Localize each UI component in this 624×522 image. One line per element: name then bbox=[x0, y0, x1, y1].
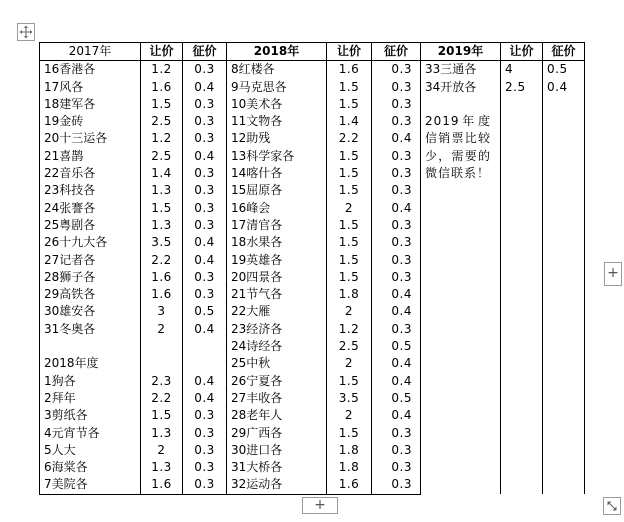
header-price-2018[interactable]: 让价 bbox=[327, 43, 372, 61]
stamp-name-cell[interactable]: 24张謇各 bbox=[40, 200, 141, 217]
collect-price-cell[interactable]: 0.3 bbox=[183, 61, 227, 79]
collect-price-cell[interactable]: 0.3 bbox=[372, 61, 421, 79]
stamp-name-cell[interactable]: 1狗各 bbox=[40, 373, 141, 390]
collect-price-cell[interactable]: 0.5 bbox=[543, 61, 585, 79]
collect-price-cell[interactable]: 0.3 bbox=[183, 476, 227, 494]
stamp-name-cell[interactable]: 16香港各 bbox=[40, 61, 141, 79]
collect-price-cell[interactable]: 0.3 bbox=[372, 96, 421, 113]
stamp-name-cell[interactable]: 33三通各 bbox=[421, 61, 501, 79]
collect-price-cell[interactable]: 0.4 bbox=[372, 286, 421, 303]
collect-price-cell[interactable]: 0.4 bbox=[183, 373, 227, 390]
stamp-name-cell[interactable]: 15屈原各 bbox=[227, 182, 327, 199]
move-cross-icon bbox=[18, 24, 34, 40]
add-column-button[interactable] bbox=[604, 262, 622, 286]
stamp-name-cell[interactable]: 14喀什各 bbox=[227, 165, 327, 182]
price-cell[interactable]: 1.5 bbox=[327, 165, 372, 182]
price-cell[interactable]: 1.2 bbox=[141, 130, 183, 147]
stamp-name-cell[interactable]: 34开放各 bbox=[421, 79, 501, 96]
collect-price-cell[interactable]: 0.3 bbox=[183, 165, 227, 182]
price-cell[interactable]: 1.3 bbox=[141, 182, 183, 199]
stamp-name-cell[interactable]: 28狮子各 bbox=[40, 269, 141, 286]
collect-price-cell[interactable]: 0.5 bbox=[372, 390, 421, 407]
collect-price-cell[interactable]: 0.4 bbox=[183, 148, 227, 165]
price-cell[interactable]: 1.8 bbox=[327, 286, 372, 303]
collect-price-cell[interactable]: 0.3 bbox=[372, 321, 421, 338]
price-cell[interactable]: 1.6 bbox=[327, 61, 372, 79]
stamp-name-cell[interactable]: 3剪纸各 bbox=[40, 407, 141, 424]
stamp-name-cell[interactable]: 10美术各 bbox=[227, 96, 327, 113]
stamp-name-cell[interactable]: 20十三运各 bbox=[40, 130, 141, 147]
note-spacer bbox=[425, 96, 500, 113]
price-cell[interactable] bbox=[501, 96, 543, 494]
stamp-name-cell[interactable]: 25中秋 bbox=[227, 355, 327, 372]
table-move-handle[interactable] bbox=[17, 23, 35, 41]
collect-price-cell[interactable]: 0.3 bbox=[372, 234, 421, 251]
collect-price-cell[interactable] bbox=[183, 355, 227, 372]
price-cell[interactable]: 2.3 bbox=[141, 373, 183, 390]
stamp-name-cell[interactable]: 32运动各 bbox=[227, 476, 327, 494]
stamp-name-cell[interactable]: 30雄安各 bbox=[40, 303, 141, 320]
collect-price-cell[interactable]: 0.5 bbox=[372, 338, 421, 355]
collect-price-cell[interactable]: 0.3 bbox=[372, 148, 421, 165]
price-cell[interactable]: 2.5 bbox=[501, 79, 543, 96]
collect-price-cell[interactable]: 0.3 bbox=[372, 217, 421, 234]
stamp-name-cell[interactable]: 7美院各 bbox=[40, 476, 141, 494]
stamp-name-cell[interactable]: 27丰收各 bbox=[227, 390, 327, 407]
stamp-name-cell[interactable]: 19金砖 bbox=[40, 113, 141, 130]
stamp-name-cell[interactable]: 23经济各 bbox=[227, 321, 327, 338]
price-cell[interactable]: 1.4 bbox=[141, 165, 183, 182]
stamp-name-cell[interactable]: 17清官各 bbox=[227, 217, 327, 234]
price-cell[interactable]: 1.5 bbox=[327, 269, 372, 286]
price-cell[interactable]: 1.8 bbox=[327, 459, 372, 476]
collect-price-cell[interactable]: 0.3 bbox=[372, 182, 421, 199]
price-cell[interactable]: 1.5 bbox=[327, 373, 372, 390]
collect-price-cell[interactable]: 0.3 bbox=[372, 252, 421, 269]
collect-price-cell[interactable] bbox=[183, 338, 227, 355]
price-cell[interactable]: 1.2 bbox=[141, 61, 183, 79]
price-cell[interactable]: 1.4 bbox=[327, 113, 372, 130]
price-cell[interactable]: 1.5 bbox=[327, 217, 372, 234]
collect-price-cell[interactable]: 0.3 bbox=[372, 165, 421, 182]
table-row bbox=[40, 61, 585, 79]
stamp-name-cell[interactable]: 28老年人 bbox=[227, 407, 327, 424]
stamp-name-cell[interactable]: 2拜年 bbox=[40, 390, 141, 407]
stamp-name-cell[interactable]: 22大雁 bbox=[227, 303, 327, 320]
stamp-name-cell[interactable]: 29高铁各 bbox=[40, 286, 141, 303]
collect-price-cell[interactable]: 0.4 bbox=[372, 373, 421, 390]
stamp-name-cell[interactable] bbox=[40, 338, 141, 355]
stamp-name-cell[interactable]: 31冬奥各 bbox=[40, 321, 141, 338]
table-row bbox=[40, 96, 585, 113]
price-cell[interactable]: 1.6 bbox=[141, 286, 183, 303]
stamp-name-cell[interactable]: 13科学家各 bbox=[227, 148, 327, 165]
collect-price-cell[interactable]: 0.5 bbox=[183, 303, 227, 320]
stamp-name-cell[interactable]: 22音乐各 bbox=[40, 165, 141, 182]
stamp-name-cell[interactable]: 2018年度 bbox=[40, 355, 141, 372]
stamp-name-cell[interactable]: 11文物各 bbox=[227, 113, 327, 130]
stamp-name-cell[interactable]: 21喜鹊 bbox=[40, 148, 141, 165]
collect-price-cell[interactable]: 0.4 bbox=[183, 321, 227, 338]
stamp-name-cell[interactable]: 23科技各 bbox=[40, 182, 141, 199]
add-row-button[interactable] bbox=[302, 497, 338, 514]
collect-price-cell[interactable]: 0.3 bbox=[372, 425, 421, 442]
price-cell[interactable]: 1.5 bbox=[327, 79, 372, 96]
note-cell[interactable] bbox=[421, 96, 501, 494]
stamp-name-cell[interactable]: 27记者各 bbox=[40, 252, 141, 269]
price-cell[interactable]: 1.5 bbox=[327, 182, 372, 199]
stamp-name-cell[interactable]: 30进口各 bbox=[227, 442, 327, 459]
collect-price-cell[interactable]: 0.4 bbox=[183, 252, 227, 269]
stamp-name-cell[interactable]: 4元宵节各 bbox=[40, 425, 141, 442]
price-cell[interactable]: 1.3 bbox=[141, 425, 183, 442]
resize-diagonal-icon bbox=[604, 498, 620, 514]
collect-price-cell[interactable]: 0.3 bbox=[372, 459, 421, 476]
price-cell[interactable]: 2.5 bbox=[141, 113, 183, 130]
header-price-2019[interactable]: 让价 bbox=[501, 43, 543, 61]
table-row bbox=[40, 79, 585, 96]
collect-price-cell[interactable]: 0.3 bbox=[183, 459, 227, 476]
collect-price-cell[interactable]: 0.3 bbox=[372, 79, 421, 96]
stamp-name-cell[interactable]: 12助残 bbox=[227, 130, 327, 147]
stamp-name-cell[interactable]: 24诗经各 bbox=[227, 338, 327, 355]
collect-price-cell[interactable]: 0.3 bbox=[183, 217, 227, 234]
collect-price-cell[interactable]: 0.4 bbox=[372, 200, 421, 217]
price-cell[interactable]: 2.2 bbox=[141, 252, 183, 269]
price-cell[interactable]: 1.3 bbox=[141, 217, 183, 234]
header-2017[interactable]: 2017年 bbox=[40, 43, 141, 61]
price-cell[interactable]: 4 bbox=[501, 61, 543, 79]
price-cell[interactable]: 3 bbox=[141, 303, 183, 320]
stamp-name-cell[interactable]: 16峰会 bbox=[227, 200, 327, 217]
stamp-name-cell[interactable]: 8红楼各 bbox=[227, 61, 327, 79]
stamp-name-cell[interactable]: 26宁夏各 bbox=[227, 373, 327, 390]
collect-price-cell[interactable]: 0.3 bbox=[183, 113, 227, 130]
collect-price-cell[interactable]: 0.4 bbox=[372, 407, 421, 424]
collect-price-cell[interactable]: 0.3 bbox=[183, 425, 227, 442]
stamp-name-cell[interactable]: 26十九大各 bbox=[40, 234, 141, 251]
price-cell[interactable]: 2.5 bbox=[327, 338, 372, 355]
price-cell[interactable]: 2.2 bbox=[327, 130, 372, 147]
stamp-name-cell[interactable]: 5人大 bbox=[40, 442, 141, 459]
price-cell[interactable]: 1.6 bbox=[141, 269, 183, 286]
price-cell[interactable]: 1.5 bbox=[141, 407, 183, 424]
price-cell[interactable]: 2.2 bbox=[141, 390, 183, 407]
price-cell[interactable]: 1.5 bbox=[327, 425, 372, 442]
collect-price-cell[interactable]: 0.3 bbox=[183, 182, 227, 199]
price-cell[interactable]: 1.5 bbox=[141, 200, 183, 217]
stamp-name-cell[interactable]: 18水果各 bbox=[227, 234, 327, 251]
price-cell[interactable]: 2 bbox=[327, 407, 372, 424]
price-cell[interactable]: 1.6 bbox=[141, 79, 183, 96]
stamp-name-cell[interactable]: 25粤剧各 bbox=[40, 217, 141, 234]
plus-icon: + bbox=[314, 497, 326, 513]
collect-price-cell[interactable]: 0.4 bbox=[183, 79, 227, 96]
price-cell[interactable]: 1.2 bbox=[327, 321, 372, 338]
collect-price-cell[interactable]: 0.3 bbox=[183, 130, 227, 147]
collect-price-cell[interactable]: 0.3 bbox=[372, 442, 421, 459]
price-cell[interactable]: 2 bbox=[141, 321, 183, 338]
collect-price-cell[interactable]: 0.3 bbox=[183, 96, 227, 113]
price-cell[interactable]: 1.3 bbox=[141, 459, 183, 476]
price-cell[interactable]: 1.6 bbox=[327, 476, 372, 494]
stamp-name-cell[interactable]: 18建军各 bbox=[40, 96, 141, 113]
stamp-name-cell[interactable]: 21节气各 bbox=[227, 286, 327, 303]
price-cell[interactable] bbox=[141, 338, 183, 355]
collect-price-cell[interactable]: 0.3 bbox=[372, 113, 421, 130]
price-cell[interactable]: 1.5 bbox=[327, 96, 372, 113]
price-cell[interactable]: 3.5 bbox=[141, 234, 183, 251]
header-collect-2017[interactable]: 征价 bbox=[183, 43, 227, 61]
price-cell[interactable]: 2 bbox=[327, 355, 372, 372]
price-cell[interactable]: 1.8 bbox=[327, 442, 372, 459]
stamp-name-cell[interactable]: 19英雄各 bbox=[227, 252, 327, 269]
collect-price-cell[interactable]: 0.3 bbox=[183, 407, 227, 424]
collect-price-cell[interactable]: 0.4 bbox=[183, 234, 227, 251]
collect-price-cell[interactable]: 0.4 bbox=[372, 130, 421, 147]
price-cell[interactable]: 1.6 bbox=[141, 476, 183, 494]
collect-price-cell[interactable]: 0.3 bbox=[183, 442, 227, 459]
price-cell[interactable]: 2 bbox=[327, 303, 372, 320]
price-cell[interactable]: 2 bbox=[141, 442, 183, 459]
collect-price-cell[interactable]: 0.3 bbox=[372, 476, 421, 494]
collect-price-cell[interactable]: 0.4 bbox=[543, 79, 585, 96]
price-cell[interactable] bbox=[141, 355, 183, 372]
header-price-2017[interactable]: 让价 bbox=[141, 43, 183, 61]
plus-icon: + bbox=[607, 265, 619, 281]
price-cell[interactable]: 1.5 bbox=[141, 96, 183, 113]
header-collect-2019[interactable]: 征价 bbox=[543, 43, 585, 61]
collect-price-cell[interactable]: 0.3 bbox=[183, 286, 227, 303]
collect-price-cell[interactable]: 0.4 bbox=[372, 355, 421, 372]
price-cell[interactable]: 1.5 bbox=[327, 252, 372, 269]
price-cell[interactable]: 2 bbox=[327, 200, 372, 217]
header-row bbox=[40, 43, 585, 61]
price-cell[interactable]: 2.5 bbox=[141, 148, 183, 165]
stamp-name-cell[interactable]: 6海棠各 bbox=[40, 459, 141, 476]
price-cell[interactable]: 1.5 bbox=[327, 148, 372, 165]
stamp-name-cell[interactable]: 29广西各 bbox=[227, 425, 327, 442]
collect-price-cell[interactable]: 0.4 bbox=[183, 390, 227, 407]
header-2019[interactable]: 2019年 bbox=[421, 43, 501, 61]
price-cell[interactable]: 1.5 bbox=[327, 234, 372, 251]
stamp-name-cell[interactable]: 17风各 bbox=[40, 79, 141, 96]
collect-price-cell[interactable] bbox=[543, 96, 585, 494]
header-collect-2018[interactable]: 征价 bbox=[372, 43, 421, 61]
price-table bbox=[39, 42, 585, 495]
collect-price-cell[interactable]: 0.3 bbox=[183, 200, 227, 217]
stamp-name-cell[interactable]: 31大桥各 bbox=[227, 459, 327, 476]
stamp-name-cell[interactable]: 9马克思各 bbox=[227, 79, 327, 96]
note-text: 2019年度信销票比较少，需要的微信联系！ bbox=[425, 114, 491, 181]
header-2018[interactable]: 2018年 bbox=[227, 43, 327, 61]
collect-price-cell[interactable]: 0.3 bbox=[372, 269, 421, 286]
stamp-name-cell[interactable]: 20四景各 bbox=[227, 269, 327, 286]
collect-price-cell[interactable]: 0.4 bbox=[372, 303, 421, 320]
price-cell[interactable]: 3.5 bbox=[327, 390, 372, 407]
collect-price-cell[interactable]: 0.3 bbox=[183, 269, 227, 286]
table-resize-handle[interactable] bbox=[603, 497, 621, 515]
